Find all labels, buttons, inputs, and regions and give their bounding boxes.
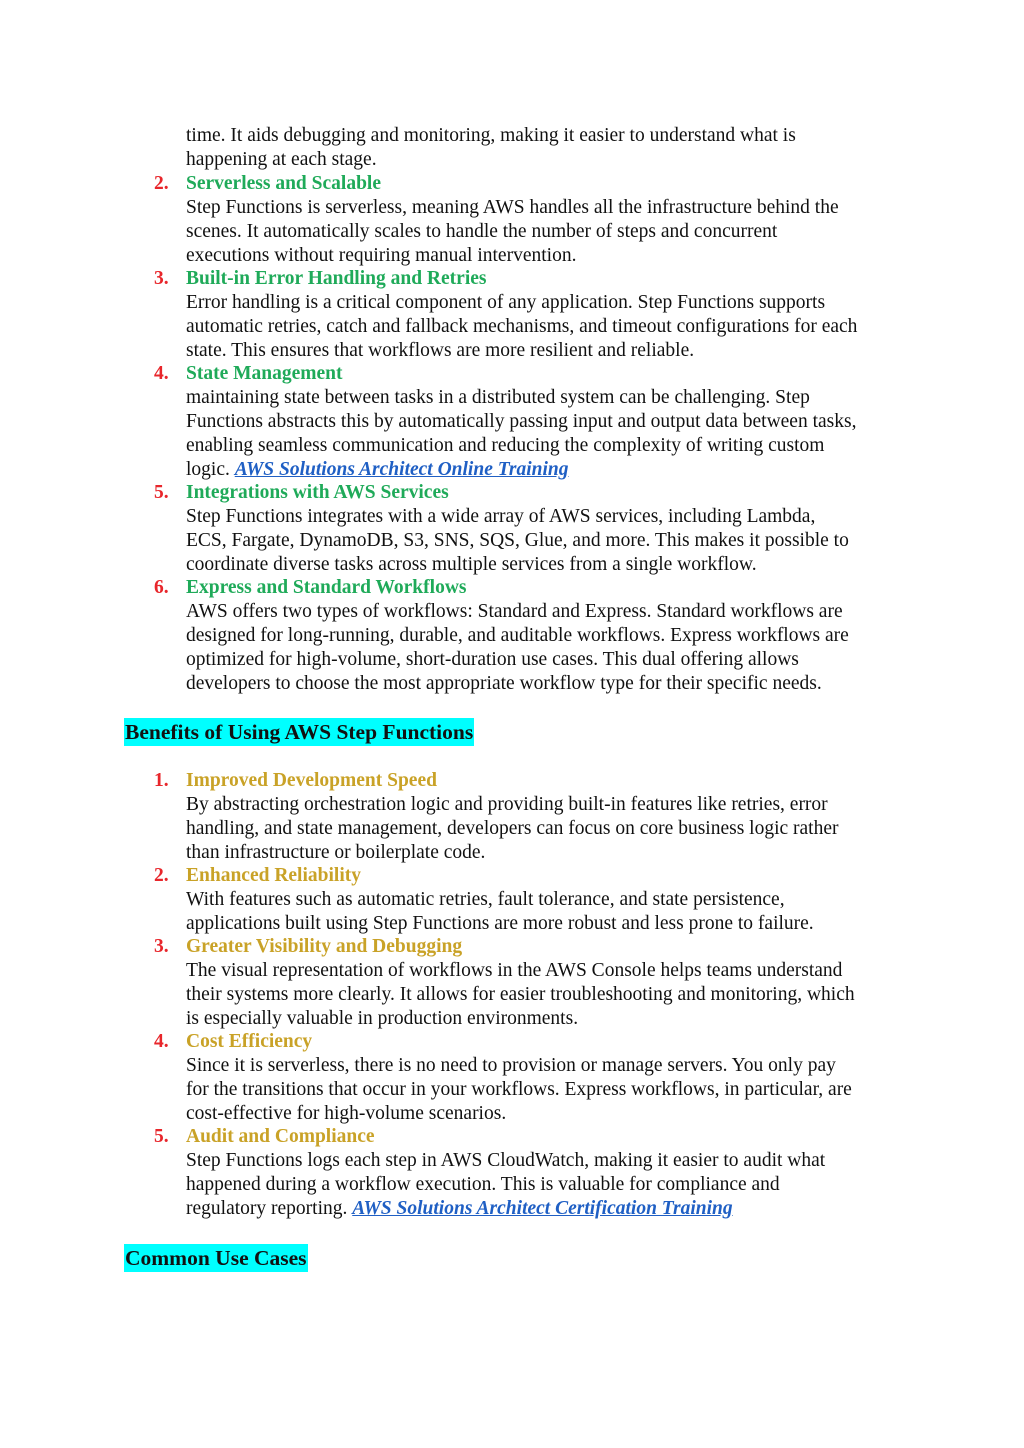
benefit-text-line: is especially valuable in production environments. xyxy=(186,1008,579,1029)
list-number: 3. xyxy=(154,936,169,957)
benefit-text-line: Step Functions logs each step in AWS CloudWatch, making it easier to audit what xyxy=(186,1150,826,1171)
feature-text-line: designed for long-running, durable, and auditable workflows. Express workflows are xyxy=(186,625,849,646)
feature-text-line: optimized for high-volume, short-duration use cases. This dual offering allows xyxy=(186,649,799,670)
feature-text-line: coordinate diverse tasks across multiple services from a single workflow. xyxy=(186,554,757,575)
benefit-text-line: handling, and state management, developers can focus on core business logic rather xyxy=(186,818,839,839)
feature-title: Express and Standard Workflows xyxy=(186,577,467,598)
feature-text-prefix: logic. xyxy=(186,459,235,480)
benefit-text-line: applications built using Step Functions are more robust and less prone to failure. xyxy=(186,913,814,934)
intro-line: happening at each stage. xyxy=(186,149,377,170)
feature-text-line xyxy=(186,458,569,482)
list-number: 3. xyxy=(154,268,169,289)
benefit-title: Audit and Compliance xyxy=(186,1126,375,1147)
benefit-text-prefix: regulatory reporting. xyxy=(186,1198,353,1219)
feature-text-line: Step Functions integrates with a wide array of AWS services, including Lambda, xyxy=(186,506,816,527)
benefit-text-line: cost-effective for high-volume scenarios. xyxy=(186,1103,507,1124)
list-number: 5. xyxy=(154,1126,169,1147)
feature-text-line: automatic retries, catch and fallback mechanisms, and timeout configurations for each xyxy=(186,316,858,337)
feature-text-line: maintaining state between tasks in a distributed system can be challenging. Step xyxy=(186,387,810,408)
feature-title: Built-in Error Handling and Retries xyxy=(186,268,487,289)
list-number: 6. xyxy=(154,577,169,598)
benefits-heading: Benefits of Using AWS Step Functions xyxy=(125,720,474,744)
list-number: 1. xyxy=(154,770,169,791)
feature-text-line: AWS offers two types of workflows: Standard and Express. Standard workflows are xyxy=(186,601,843,622)
feature-text-line: scenes. It automatically scales to handle the number of steps and concurrent xyxy=(186,221,778,242)
benefit-text-line: than infrastructure or boilerplate code. xyxy=(186,842,486,863)
intro-line: time. It aids debugging and monitoring, making it easier to understand what is xyxy=(186,125,796,146)
list-number: 4. xyxy=(154,1031,169,1052)
feature-text-line: Step Functions is serverless, meaning AWS handles all the infrastructure behind the xyxy=(186,197,839,218)
benefit-text-line: With features such as automatic retries, fault tolerance, and state persistence, xyxy=(186,889,785,910)
feature-title: State Management xyxy=(186,363,343,384)
benefit-title: Greater Visibility and Debugging xyxy=(186,936,463,957)
certification-training-link[interactable]: AWS Solutions Architect Certification Training xyxy=(352,1198,733,1219)
benefit-title: Improved Development Speed xyxy=(186,770,437,791)
benefit-text-line: their systems more clearly. It allows for easier troubleshooting and monitoring, which xyxy=(186,984,855,1005)
feature-text-line: Functions abstracts this by automatically passing input and output data between tasks, xyxy=(186,411,857,432)
feature-text-line: state. This ensures that workflows are more resilient and reliable. xyxy=(186,340,695,361)
feature-text-line: ECS, Fargate, DynamoDB, S3, SNS, SQS, Glue, and more. This makes it possible to xyxy=(186,530,849,551)
feature-text-line: enabling seamless communication and reducing the complexity of writing custom xyxy=(186,435,825,456)
benefit-text-line: happened during a workflow execution. This is valuable for compliance and xyxy=(186,1174,780,1195)
benefit-text-line: for the transitions that occur in your workflows. Express workflows, in particular, are xyxy=(186,1079,852,1100)
feature-title: Integrations with AWS Services xyxy=(186,482,449,503)
benefit-title: Cost Efficiency xyxy=(186,1031,313,1052)
benefit-text-line xyxy=(186,1197,733,1221)
feature-text-line: Error handling is a critical component of any application. Step Functions supports xyxy=(186,292,826,313)
benefit-text-line: Since it is serverless, there is no need to provision or manage servers. You only pay xyxy=(186,1055,836,1076)
feature-text-line: developers to choose the most appropriate workflow type for their specific needs. xyxy=(186,673,822,694)
online-training-link[interactable]: AWS Solutions Architect Online Training xyxy=(234,459,569,480)
feature-text-line: executions without requiring manual intervention. xyxy=(186,245,577,266)
list-number: 2. xyxy=(154,173,169,194)
list-number: 5. xyxy=(154,482,169,503)
benefit-title: Enhanced Reliability xyxy=(186,865,361,886)
list-number: 2. xyxy=(154,865,169,886)
benefit-text-line: By abstracting orchestration logic and providing built-in features like retries, error xyxy=(186,794,828,815)
use-cases-heading: Common Use Cases xyxy=(125,1246,307,1270)
list-number: 4. xyxy=(154,363,169,384)
benefit-text-line: The visual representation of workflows in the AWS Console helps teams understand xyxy=(186,960,843,981)
feature-title: Serverless and Scalable xyxy=(186,173,381,194)
